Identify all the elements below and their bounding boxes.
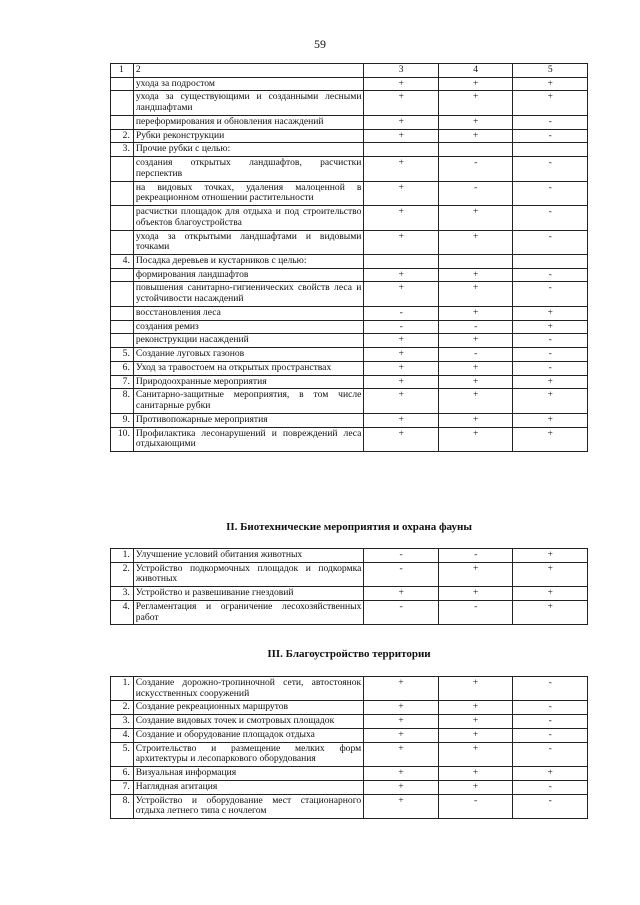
table-row — [111, 255, 588, 269]
table-row — [111, 562, 588, 586]
mark-col-3: + — [364, 701, 439, 715]
mark-col-3: + — [364, 728, 439, 742]
mark-col-5: + — [513, 77, 588, 91]
mark-col-5: - — [513, 129, 588, 143]
mark-col-4: + — [438, 282, 513, 306]
table-header-row — [111, 64, 588, 78]
mark-col-3: + — [364, 767, 439, 781]
measure-name: Устройство и развешивание гнездовий — [133, 587, 364, 601]
mark-col-4: + — [438, 715, 513, 729]
mark-col-3: + — [364, 677, 439, 701]
measure-name: Устройство подкормочных площадок и подкормка животных — [133, 562, 364, 586]
mark-col-4: - — [438, 157, 513, 181]
mark-col-5: + — [513, 413, 588, 427]
table-row — [111, 129, 588, 143]
mark-col-4: + — [438, 701, 513, 715]
row-number: 3. — [111, 587, 134, 601]
row-number: 2. — [111, 129, 134, 143]
measure-name: формирования ландшафтов — [133, 268, 364, 282]
mark-col-4: + — [438, 742, 513, 766]
mark-col-3: + — [364, 348, 439, 362]
table-row — [111, 413, 588, 427]
mark-col-3: + — [364, 715, 439, 729]
mark-col-4: - — [438, 320, 513, 334]
mark-col-4: + — [438, 677, 513, 701]
mark-col-3: - — [364, 562, 439, 586]
mark-col-3: + — [364, 427, 439, 451]
mark-col-4: + — [438, 728, 513, 742]
table-row — [111, 600, 588, 624]
mark-col-5: + — [513, 389, 588, 413]
mark-col-5: + — [513, 549, 588, 563]
measures-table-forestry — [110, 63, 588, 452]
row-number: 2. — [111, 701, 134, 715]
table-row — [111, 306, 588, 320]
mark-col-4: + — [438, 77, 513, 91]
measure-name: повышения санитарно-гигиенических свойств леса и устойчивости насаждений — [133, 282, 364, 306]
measure-name: Визуальная информация — [133, 767, 363, 781]
table-row — [111, 728, 588, 742]
mark-col-5: - — [513, 361, 588, 375]
section-title-biotechnical: II. Биотехнические мероприятия и охрана фауны — [226, 521, 472, 533]
mark-col-3 — [364, 143, 439, 157]
mark-col-5 — [513, 255, 588, 269]
mark-col-3: + — [364, 181, 439, 205]
table-row — [111, 375, 588, 389]
mark-col-4 — [438, 255, 513, 269]
mark-col-5: - — [513, 677, 588, 701]
table-row — [111, 282, 588, 306]
mark-col-3: + — [364, 268, 439, 282]
table-row — [111, 91, 588, 115]
mark-col-5: - — [513, 715, 588, 729]
row-number: 7. — [111, 375, 134, 389]
table-row — [111, 677, 588, 701]
measures-table-biotechnical — [110, 548, 588, 625]
mark-col-5: - — [513, 181, 588, 205]
row-number — [111, 115, 134, 129]
row-number: 4. — [111, 728, 134, 742]
table-row — [111, 320, 588, 334]
measure-name: Наглядная агитация — [133, 780, 363, 794]
table-row — [111, 230, 588, 254]
row-number: 3. — [111, 715, 134, 729]
column-header: 3 — [364, 64, 439, 78]
measure-name: ухода за открытыми ландшафтами и видовыми точками — [133, 230, 364, 254]
mark-col-5: - — [513, 206, 588, 230]
measure-name: Уход за травостоем на открытых пространствах — [133, 361, 364, 375]
mark-col-5 — [513, 143, 588, 157]
measure-name: создания открытых ландшафтов, расчистки перспектив — [133, 157, 364, 181]
mark-col-4: + — [438, 306, 513, 320]
measure-name: восстановления леса — [133, 306, 364, 320]
measure-name: Рубки реконструкции — [133, 129, 364, 143]
mark-col-5: - — [513, 742, 588, 766]
table-row — [111, 157, 588, 181]
mark-col-5: + — [513, 587, 588, 601]
mark-col-4: + — [438, 129, 513, 143]
row-number: 4. — [111, 600, 134, 624]
row-number — [111, 320, 134, 334]
mark-col-3: + — [364, 230, 439, 254]
measure-name: Устройство и оборудование мест стационарного отдыха летнего типа с ночлегом — [133, 794, 363, 818]
mark-col-3: - — [364, 306, 439, 320]
mark-col-3: + — [364, 157, 439, 181]
mark-col-4: - — [438, 600, 513, 624]
table-row — [111, 427, 588, 451]
table-row — [111, 206, 588, 230]
mark-col-5: - — [513, 230, 588, 254]
mark-col-4: + — [438, 389, 513, 413]
mark-col-3: + — [364, 587, 439, 601]
row-number: 2. — [111, 562, 134, 586]
mark-col-4: + — [438, 206, 513, 230]
row-number — [111, 334, 134, 348]
measure-name: Профилактика лесонарушений и повреждений леса отдыхающими — [133, 427, 364, 451]
measure-name: Создание и оборудование площадок отдыха — [133, 728, 363, 742]
mark-col-5: - — [513, 780, 588, 794]
measure-name: ухода за подростом — [133, 77, 364, 91]
row-number: 7. — [111, 780, 134, 794]
table-row — [111, 181, 588, 205]
measure-name: Природоохранные мероприятия — [133, 375, 364, 389]
mark-col-4: - — [438, 549, 513, 563]
mark-col-3: + — [364, 206, 439, 230]
mark-col-5: - — [513, 794, 588, 818]
mark-col-3: + — [364, 361, 439, 375]
table-row — [111, 115, 588, 129]
mark-col-4: + — [438, 427, 513, 451]
table-row — [111, 389, 588, 413]
mark-col-5: - — [513, 268, 588, 282]
mark-col-3: + — [364, 282, 439, 306]
mark-col-4: + — [438, 361, 513, 375]
table-row — [111, 361, 588, 375]
measure-name: создания ремиз — [133, 320, 364, 334]
mark-col-5: - — [513, 157, 588, 181]
table-row — [111, 742, 588, 766]
mark-col-3: - — [364, 600, 439, 624]
table-row — [111, 77, 588, 91]
measure-name: Создание луговых газонов — [133, 348, 364, 362]
row-number — [111, 230, 134, 254]
mark-col-4: - — [438, 181, 513, 205]
mark-col-5: - — [513, 728, 588, 742]
row-number — [111, 206, 134, 230]
measure-name: на видовых точках, удаления малоценной в рекреационном отношении растительности — [133, 181, 364, 205]
mark-col-4: - — [438, 348, 513, 362]
table-row — [111, 268, 588, 282]
table-row — [111, 143, 588, 157]
mark-col-4: + — [438, 91, 513, 115]
table-row — [111, 767, 588, 781]
measure-name: Создание рекреационных маршрутов — [133, 701, 363, 715]
mark-col-4: + — [438, 375, 513, 389]
mark-col-5: + — [513, 375, 588, 389]
mark-col-3: + — [364, 794, 439, 818]
row-number: 8. — [111, 794, 134, 818]
row-number — [111, 282, 134, 306]
mark-col-4: - — [438, 794, 513, 818]
mark-col-3: + — [364, 115, 439, 129]
mark-col-3: + — [364, 375, 439, 389]
row-number — [111, 306, 134, 320]
mark-col-5: + — [513, 767, 588, 781]
mark-col-3: + — [364, 334, 439, 348]
mark-col-5: - — [513, 701, 588, 715]
mark-col-5: - — [513, 348, 588, 362]
row-number: 3. — [111, 143, 134, 157]
mark-col-3: + — [364, 129, 439, 143]
table-row — [111, 549, 588, 563]
measure-name: Регламентация и ограничение лесохозяйственных работ — [133, 600, 364, 624]
column-header: 2 — [133, 64, 364, 78]
mark-col-3: + — [364, 742, 439, 766]
row-number: 4. — [111, 255, 134, 269]
mark-col-4: + — [438, 562, 513, 586]
table-row — [111, 348, 588, 362]
section-title-improvement: III. Благоустройство территории — [267, 648, 431, 660]
measure-name: ухода за существующими и созданными лесными ландшафтами — [133, 91, 364, 115]
mark-col-3: + — [364, 77, 439, 91]
measure-name: Санитарно-защитные мероприятия, в том числе санитарные рубки — [133, 389, 364, 413]
mark-col-5: + — [513, 306, 588, 320]
mark-col-5: + — [513, 91, 588, 115]
mark-col-3: - — [364, 320, 439, 334]
mark-col-3: + — [364, 780, 439, 794]
mark-col-3: + — [364, 91, 439, 115]
mark-col-5: + — [513, 427, 588, 451]
table-row — [111, 715, 588, 729]
measures-table-improvement — [110, 676, 588, 819]
mark-col-4: + — [438, 268, 513, 282]
measure-name: Создание видовых точек и смотровых площадок — [133, 715, 363, 729]
row-number: 8. — [111, 389, 134, 413]
mark-col-4: + — [438, 767, 513, 781]
mark-col-5: - — [513, 115, 588, 129]
mark-col-4: + — [438, 780, 513, 794]
row-number: 1. — [111, 549, 134, 563]
mark-col-3: + — [364, 413, 439, 427]
row-number: 5. — [111, 348, 134, 362]
table-row — [111, 701, 588, 715]
page-number: 59 — [314, 37, 326, 51]
mark-col-5: + — [513, 600, 588, 624]
row-number: 5. — [111, 742, 134, 766]
measure-name: Улучшение условий обитания животных — [133, 549, 364, 563]
row-number: 10. — [111, 427, 134, 451]
measure-name: Строительство и размещение мелких форм архитектуры и лесопаркового оборудования — [133, 742, 363, 766]
mark-col-3: - — [364, 549, 439, 563]
column-header: 1 — [111, 64, 134, 78]
measure-name: Прочие рубки с целью: — [133, 143, 364, 157]
table-row — [111, 334, 588, 348]
measure-name: переформирования и обновления насаждений — [133, 115, 364, 129]
mark-col-4: + — [438, 230, 513, 254]
row-number — [111, 91, 134, 115]
measure-name: Противопожарные мероприятия — [133, 413, 364, 427]
row-number — [111, 157, 134, 181]
mark-col-4 — [438, 143, 513, 157]
row-number: 6. — [111, 767, 134, 781]
column-header: 5 — [513, 64, 588, 78]
measure-name: Создание дорожно-тропиночной сети, автостоянок искусственных сооружений — [133, 677, 363, 701]
row-number — [111, 268, 134, 282]
row-number: 1. — [111, 677, 134, 701]
row-number — [111, 77, 134, 91]
measure-name: Посадка деревьев и кустарников с целью: — [133, 255, 364, 269]
table-row — [111, 780, 588, 794]
mark-col-4: + — [438, 587, 513, 601]
mark-col-5: - — [513, 282, 588, 306]
column-header: 4 — [438, 64, 513, 78]
row-number: 9. — [111, 413, 134, 427]
row-number — [111, 181, 134, 205]
mark-col-5: + — [513, 562, 588, 586]
table-row — [111, 794, 588, 818]
mark-col-3 — [364, 255, 439, 269]
measure-name: реконструкции насаждений — [133, 334, 364, 348]
row-number: 6. — [111, 361, 134, 375]
mark-col-4: + — [438, 413, 513, 427]
measure-name: расчистки площадок для отдыха и под строительство объектов благоустройства — [133, 206, 364, 230]
mark-col-5: - — [513, 334, 588, 348]
table-row — [111, 587, 588, 601]
mark-col-3: + — [364, 389, 439, 413]
mark-col-5: + — [513, 320, 588, 334]
mark-col-4: + — [438, 334, 513, 348]
mark-col-4: + — [438, 115, 513, 129]
